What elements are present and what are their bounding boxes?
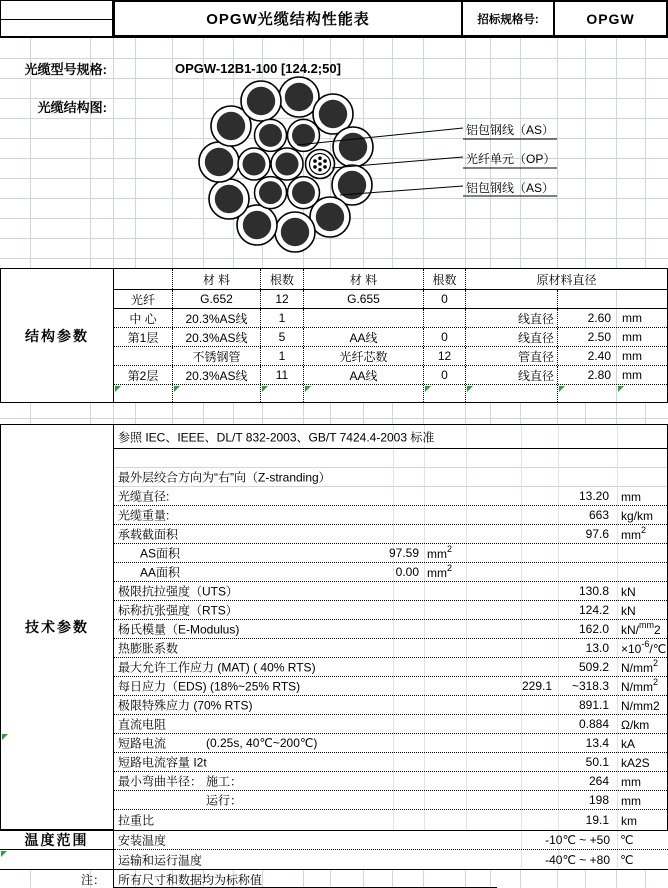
col-raw-diameter: 原材料直径 — [536, 272, 597, 287]
cell-flag-icon — [618, 386, 624, 392]
col-material-2: 材 料 — [304, 269, 424, 289]
callout-as-wire-top: 铝包钢线（AS） — [466, 123, 555, 137]
cell-flag-icon — [115, 386, 121, 392]
note-divider — [113, 870, 114, 888]
structure-header-row — [114, 269, 667, 290]
col-count-1: 根数 — [261, 269, 304, 289]
table-row: 光纤 G.652 12 G.655 0 — [114, 290, 667, 309]
tech-row: 热膨胀系数 13.0 $\times 10^{-6}/℃$ — [114, 639, 667, 658]
section-technical-params: 技术参数 — [0, 424, 114, 830]
technical-table — [113, 424, 668, 830]
note-text: 所有尺寸和数据均为标称值 — [118, 872, 263, 887]
table-row: 第1层 20.3%AS线 5 AA线 0 线直径 2.50 mm — [114, 328, 667, 347]
note-label: 注： — [80, 872, 105, 887]
callout-fiber-unit: 光纤单元（OP） — [466, 152, 556, 166]
tech-row: 光缆重量: 663 kg/km — [114, 506, 667, 525]
temp-row: 安装温度 -10℃ ~ +50 ℃ — [114, 831, 668, 850]
tech-row: 运行： 198 mm — [114, 791, 667, 810]
blank-row — [114, 449, 667, 468]
cell-flag-icon — [305, 386, 311, 392]
tech-row: 极限特殊应力 (70% RTS) 891.1 N/mm2 — [114, 696, 667, 715]
section-temperature-range: 温度范围 — [0, 831, 114, 869]
flag-row — [114, 385, 667, 402]
tech-row: 极限抗拉强度（UTS） 130.8 kN — [114, 582, 667, 601]
temp-row: 运输和运行温度 -40℃ ~ +80 ℃ — [118, 852, 634, 867]
tech-row: 最大允许工作应力 (MAT) ( 40% RTS) 509.2 $N/mm^2$ — [114, 658, 667, 677]
tech-row: 短路电流容量 I2t 50.1 kA2S — [114, 753, 667, 772]
tech-row: 承载截面积 97.6 $mm^2$ — [114, 525, 667, 544]
spec-number-label: 招标规格号: — [463, 0, 555, 37]
tech-row: 光缆直径: 13.20 mm — [114, 487, 667, 506]
tech-row: 短路电流 (0.25s, 40℃~200℃) 13.4 kA — [114, 734, 667, 753]
cell-flag-icon — [425, 386, 431, 392]
table-row: 中 心 20.3%AS线 1 线直径 2.60 mm — [114, 309, 667, 328]
tech-row: 标称抗张强度（RTS） 124.2 kN — [114, 601, 667, 620]
cell-flag-icon — [467, 386, 473, 392]
page-title: OPGW光缆结构性能表 — [113, 0, 463, 37]
diagram-label: 光缆结构图: — [37, 99, 107, 115]
cell-flag-icon — [1, 851, 7, 857]
tech-row: 每日应力（EDS) (18%~25% RTS) 229.1 ~318.3 $N/mm^2$ — [114, 677, 667, 696]
standards-text: 参照 IEC、IEEE、DL/T 832-2003、GB/T 7424.4-2003 标准 — [118, 430, 435, 444]
tech-row: AS面积 97.59 $mm^2$ — [114, 544, 667, 563]
structure-table — [113, 268, 668, 403]
cell-flag-icon — [2, 734, 8, 740]
model-value: OPGW-12B1-100 [124.2;50] — [175, 60, 341, 76]
section-structure-params: 结构参数 — [0, 268, 114, 403]
standards-row — [114, 425, 667, 449]
spec-number-value: OPGW — [555, 0, 668, 37]
cell-flag-icon — [559, 386, 565, 392]
cell-flag-icon — [174, 386, 180, 392]
table-row: 不锈钢管 1 光纤芯数 12 管直径 2.40 mm — [114, 347, 667, 366]
model-label: 光缆型号规格: — [24, 61, 107, 77]
col-count-2: 根数 — [424, 269, 466, 289]
tech-row: AA面积 0.00 $mm^2$ — [114, 563, 667, 582]
table-row: 第2层 20.3%AS线 11 AA线 0 线直径 2.80 mm — [114, 366, 667, 385]
col-material-1: 材 料 — [173, 269, 261, 289]
stranding-row — [114, 468, 667, 487]
cell-flag-icon — [262, 386, 268, 392]
header-left-divider — [0, 19, 113, 20]
tech-row: 最小弯曲半径： 施工： 264 mm — [114, 772, 667, 791]
temperature-block — [0, 830, 668, 870]
tech-row: 拉重比 19.1 km — [118, 813, 637, 828]
tech-row: 杨氏模量（E-Modulus) 162.0 kN/$^{mm}$2 — [114, 620, 667, 639]
tech-row: 直流电阻 0.884 Ω/km — [114, 715, 667, 734]
note-underline — [113, 887, 497, 888]
callout-as-wire-bottom: 铝包钢线（AS） — [466, 181, 555, 195]
stranding-text: 最外层绞合方向为“右”向（Z-stranding） — [118, 470, 331, 485]
fiber-unit — [306, 150, 335, 179]
